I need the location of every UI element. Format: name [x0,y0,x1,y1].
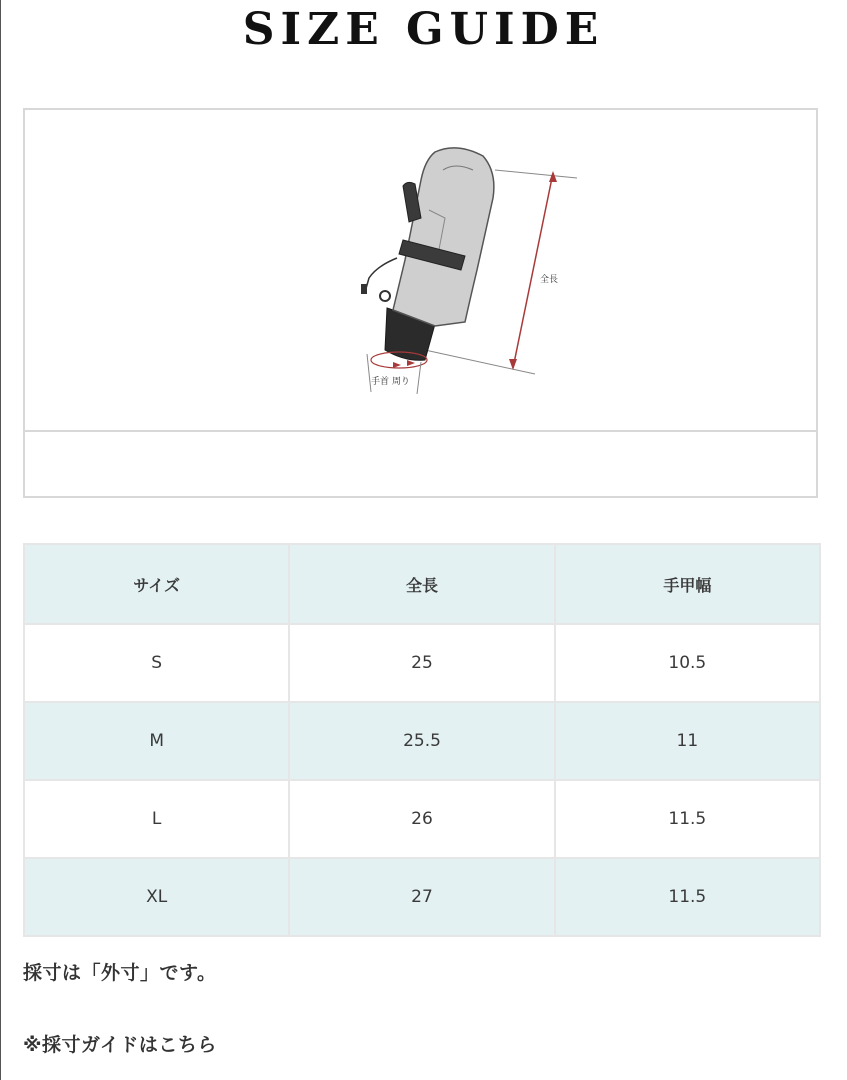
size-diagram-panel [23,108,818,498]
cell-total-length: 26 [289,780,554,858]
table-row [24,858,820,936]
table-row [24,702,820,780]
cell-total-length: 27 [289,858,554,936]
measurement-note: 採寸は「外寸」です。 [23,962,217,984]
cell-hand-width: 11.5 [555,780,820,858]
header-size: サイズ [24,544,289,624]
table-row [24,780,820,858]
cell-total-length: 25.5 [289,702,554,780]
cell-hand-width: 10.5 [555,624,820,702]
size-table [23,543,821,937]
size-guide-link[interactable]: ※採寸ガイドはこちら [23,1034,217,1056]
cell-hand-width: 11 [555,702,820,780]
cell-size: XL [24,858,289,936]
figure-divider [25,430,816,432]
wrist-label: 手首 周り [371,377,410,387]
page-left-border [0,0,1,1080]
cell-total-length: 25 [289,624,554,702]
cell-hand-width: 11.5 [555,858,820,936]
header-total-length: 全長 [289,544,554,624]
cell-size: S [24,624,289,702]
total-length-label: 全長 [540,275,559,285]
table-row [24,624,820,702]
cell-size: L [24,780,289,858]
table-header-row [24,544,820,624]
page-title: SIZE GUIDE [242,4,605,55]
mitten-diagram-icon [25,110,816,428]
header-hand-width: 手甲幅 [555,544,820,624]
cell-size: M [24,702,289,780]
